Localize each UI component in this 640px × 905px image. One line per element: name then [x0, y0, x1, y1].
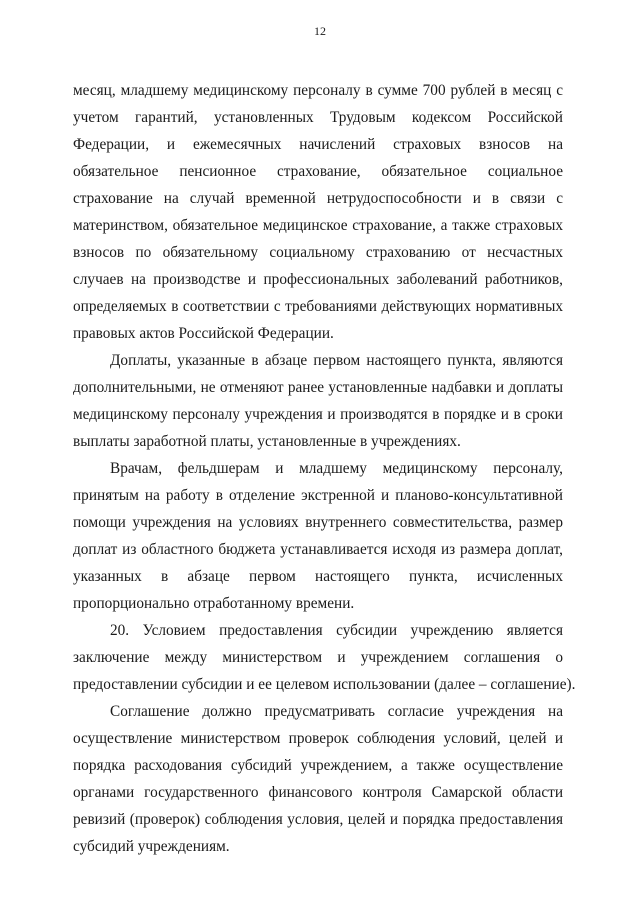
text-line: доплат из областного бюджета устанавливается исходя из размера доплат,	[73, 541, 563, 558]
text-line: пропорционально отработанному времени.	[73, 595, 355, 612]
text-line: осуществление министерством проверок соблюдения условий, целей и	[73, 730, 563, 747]
text-line: медицинскому персоналу учреждения и производятся в порядке и в сроки	[73, 406, 563, 423]
text-line: месяц, младшему медицинскому персоналу в сумме 700 рублей в месяц с	[73, 82, 563, 99]
text-line: ревизий (проверок) соблюдения условия, целей и порядка предоставления	[73, 811, 563, 828]
text-line: Соглашение должно предусматривать согласие учреждения на	[110, 703, 563, 720]
text-line: страхование на случай временной нетрудоспособности и в связи с	[73, 190, 563, 207]
text-line: Доплаты, указанные в абзаце первом настоящего пункта, являются	[110, 352, 563, 369]
text-line: субсидий учреждениям.	[73, 838, 230, 855]
text-line: помощи учреждения на условиях внутреннего совместительства, размер	[73, 514, 563, 531]
text-line: заключение между министерством и учреждением соглашения о	[73, 649, 563, 666]
text-line: порядка расходования субсидий учреждением, а также осуществление	[73, 757, 563, 774]
text-line: дополнительными, не отменяют ранее установленные надбавки и доплаты	[73, 379, 563, 396]
text-line: органами государственного финансового контроля Самарской области	[73, 784, 563, 801]
paragraph-continuation	[73, 77, 563, 347]
text-line: указанных в абзаце первом настоящего пункта, исчисленных	[73, 568, 563, 585]
text-line: Федерации, и ежемесячных начислений страховых взносов на	[73, 136, 563, 153]
text-line: взносов по обязательному социальному страхованию от несчастных	[73, 244, 563, 261]
page-number: 12	[314, 24, 326, 38]
text-line: 20. Условием предоставления субсидии учреждению является	[110, 622, 563, 639]
paragraph-item-20	[73, 617, 576, 698]
paragraph-supplements	[73, 347, 563, 455]
paragraph-doctors	[73, 455, 563, 617]
document-body	[73, 77, 576, 860]
text-line: правовых актов Российской Федерации.	[73, 325, 334, 342]
text-line: случаев на производстве и профессиональных заболеваний работников,	[73, 271, 563, 288]
text-line: принятым на работу в отделение экстренной и планово-консультативной	[73, 487, 563, 504]
text-line: определяемых в соответствии с требованиями действующих нормативных	[73, 298, 563, 315]
paragraph-agreement	[73, 698, 563, 860]
text-line: материнством, обязательное медицинское страхование, а также страховых	[73, 217, 563, 234]
text-line: выплаты заработной платы, установленные в учреждениях.	[73, 433, 461, 450]
text-line: обязательное пенсионное страхование, обязательное социальное	[73, 163, 563, 180]
text-line: Врачам, фельдшерам и младшему медицинскому персоналу,	[110, 460, 563, 477]
text-line: учетом гарантий, установленных Трудовым кодексом Российской	[73, 109, 563, 126]
text-line: предоставлении субсидии и ее целевом использовании (далее – соглашение).	[73, 676, 576, 693]
